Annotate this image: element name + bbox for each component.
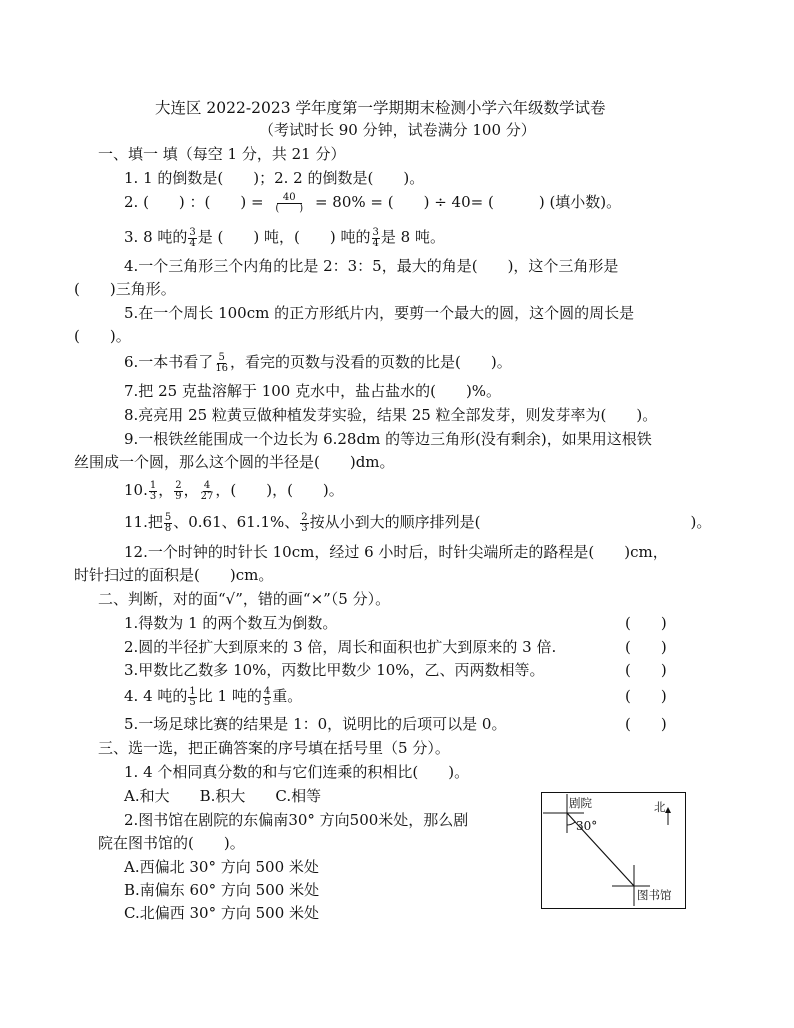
section2-heading: 二、判断，对的面“√”，错的画“×”（5 分）。 (98, 590, 391, 608)
q3-fraction (188, 228, 196, 249)
judge-bracket-4[interactable]: ( ) (625, 687, 667, 705)
q2-frac-den: ( ) (275, 202, 304, 214)
q2-part-a: 2. ( ) ：( ) = (124, 193, 264, 211)
choice-question-1: 1. 4 个相同真分数的和与它们连乘的积相比( )。 (124, 763, 470, 781)
judge4-fraction-2 (263, 687, 271, 708)
map-north-label: 北 (654, 800, 666, 814)
judge4-den-2: 5 (263, 696, 271, 708)
choice-option-a: A.西偏北 30° 方向 500 米处 (124, 858, 319, 876)
question-1-3 (124, 227, 445, 249)
q11-num-2: 2 (301, 511, 308, 523)
q11-den: 8 (164, 522, 172, 534)
question-1-12-line1: 12.一个时钟的时针长 10cm，经过 6 小时后，时针尖端所走的路程是( )cm， (124, 543, 668, 561)
judge-bracket-1[interactable]: ( ) (625, 614, 667, 632)
q3-den: 4 (189, 237, 196, 249)
q6-part-a: 6.一本书看了 (124, 353, 214, 371)
judge4-end: 重。 (272, 687, 303, 705)
judge4-mid: 比 1 吨的 (197, 687, 262, 705)
judge-bracket-3[interactable]: ( ) (625, 661, 667, 679)
question-1-4-line2: ( )三角形。 (74, 280, 176, 298)
q10-f2-den: 9 (175, 490, 182, 502)
judge-item-2: 2.圆的半径扩大到原来的 3 倍，周长和面积也扩大到原来的 3 倍. (124, 638, 557, 656)
map-library-label: 图书馆 (637, 888, 672, 902)
judge4-num: 1 (189, 685, 196, 697)
question-1-11 (124, 512, 711, 534)
q10-f3-den: 27 (200, 490, 214, 502)
choice-question-1-options: A.和大 B.积大 C.相等 (124, 787, 322, 805)
choice-option-b: B.南偏东 60° 方向 500 米处 (124, 881, 320, 899)
question-1-5-line2: ( )。 (74, 327, 131, 345)
q10-f1-num: 1 (149, 479, 157, 491)
judge-item-3: 3.甲数比乙数多 10%，丙数比甲数少 10%，乙、丙两数相等。 (124, 661, 545, 679)
question-1-9-line2: 丝围成一个圆，那么这个圆的半径是( )dm。 (74, 453, 395, 471)
question-1-12-line2: 时针扫过的面积是( )cm。 (74, 566, 274, 584)
choice-question-2-line2: 院在图书馆的( )。 (98, 834, 245, 852)
q3-num-2: 3 (372, 226, 379, 238)
judge4-fraction-1 (188, 687, 196, 708)
exam-title: 大连区 2022-2023 学年度第一学期期末检测小学六年级数学试卷 (155, 99, 606, 117)
q3-num: 3 (189, 226, 196, 238)
judge4-num-2: 4 (263, 685, 271, 697)
judge-bracket-5[interactable]: ( ) (625, 715, 667, 733)
q2-fraction (269, 193, 309, 214)
q3-part-b: 是 ( ) 吨，( ) 吨的 (197, 228, 371, 246)
q10-fraction-3 (200, 481, 215, 502)
question-1-6 (124, 352, 512, 374)
section1-heading: 一、填一 填（每空 1 分，共 21 分） (98, 145, 346, 163)
q6-num: 5 (218, 351, 225, 363)
q10-tail: ，( )，( )。 (215, 481, 344, 499)
judge-bracket-2[interactable]: ( ) (625, 638, 667, 656)
map-theater-label: 剧院 (569, 796, 592, 810)
question-1-10: 10. $\frac{1}{3}$ ， $\frac{2}{9}$ ， $\frac{4}{27}$ ，( )，( )。 (124, 479, 344, 502)
q11-fraction-2 (300, 513, 308, 534)
q11-den-2: 3 (301, 522, 308, 534)
q11-num: 5 (164, 511, 172, 523)
exam-subtitle: （考试时长 90 分钟，试卷满分 100 分） (259, 121, 536, 139)
q11-part-a: 11.把 (124, 513, 163, 531)
q6-den: 16 (215, 362, 229, 374)
q3-fraction-2 (372, 228, 380, 249)
judge-item-5: 5.一场足球比赛的结果是 1：0，说明比的后项可以是 0。 (124, 715, 507, 733)
question-1-4-line1: 4.一个三角形三个内角的比是 2：3：5，最大的角是( )，这个三角形是 (124, 257, 619, 275)
angle-arc (567, 822, 575, 825)
question-1-2 (124, 192, 621, 214)
q10-fraction-2 (174, 481, 182, 502)
q10-prefix: 10. (124, 481, 148, 499)
question-1-7: 7.把 25 克盐溶解于 100 克水中，盐占盐水的( )%。 (124, 382, 502, 400)
q2-part-b: = 80% = ( ) ÷ 40= ( ) (填小数)。 (314, 193, 622, 211)
choice-option-c: C.北偏西 30° 方向 500 米处 (124, 904, 320, 922)
choice-question-2-line1: 2.图书馆在剧院的东偏南30° 方向500米处，那么剧 (124, 811, 469, 829)
q3-part-c: 是 8 吨。 (380, 228, 445, 246)
section3-heading: 三、选一选，把正确答案的序号填在括号里（5 分）。 (98, 739, 450, 757)
q6-fraction (214, 353, 229, 374)
map-angle-label: 30° (576, 819, 598, 833)
q3-den-2: 4 (372, 237, 379, 249)
judge-item-4 (124, 686, 302, 708)
q10-f1-den: 3 (149, 490, 157, 502)
q11-part-c: 按从小到大的顺序排列是( )。 (309, 513, 712, 531)
question-1-1: 1. 1 的倒数是( )；2. 2 的倒数是( )。 (124, 169, 425, 187)
question-1-8: 8.亮亮用 25 粒黄豆做种植发芽实验，结果 25 粒全部发芽，则发芽率为( )。 (124, 406, 658, 424)
q10-fraction-1 (149, 481, 157, 502)
q6-part-b: ，看完的页数与没看的页数的比是( )。 (230, 353, 512, 371)
q10-f2-num: 2 (175, 479, 182, 491)
judge-item-1: 1.得数为 1 的两个数互为倒数。 (124, 614, 338, 632)
q11-fraction-1 (164, 513, 172, 534)
q10-f3-num: 4 (203, 479, 211, 491)
judge4-part-a: 4. 4 吨的 (124, 687, 188, 705)
q11-part-b: 、0.61、61.1%、 (173, 513, 300, 531)
q3-part-a: 3. 8 吨的 (124, 228, 188, 246)
question-1-9-line1: 9.一根铁丝能围成一个边长为 6.28dm 的等边三角形(没有剩余)，如果用这根铁 (124, 430, 652, 448)
q2-frac-num: 40 (277, 193, 302, 204)
judge4-den: 5 (189, 696, 196, 708)
direction-map-figure (541, 792, 686, 909)
question-1-5-line1: 5.在一个周长 100cm 的正方形纸片内，要剪一个最大的圆，这个圆的周长是 (124, 304, 635, 322)
